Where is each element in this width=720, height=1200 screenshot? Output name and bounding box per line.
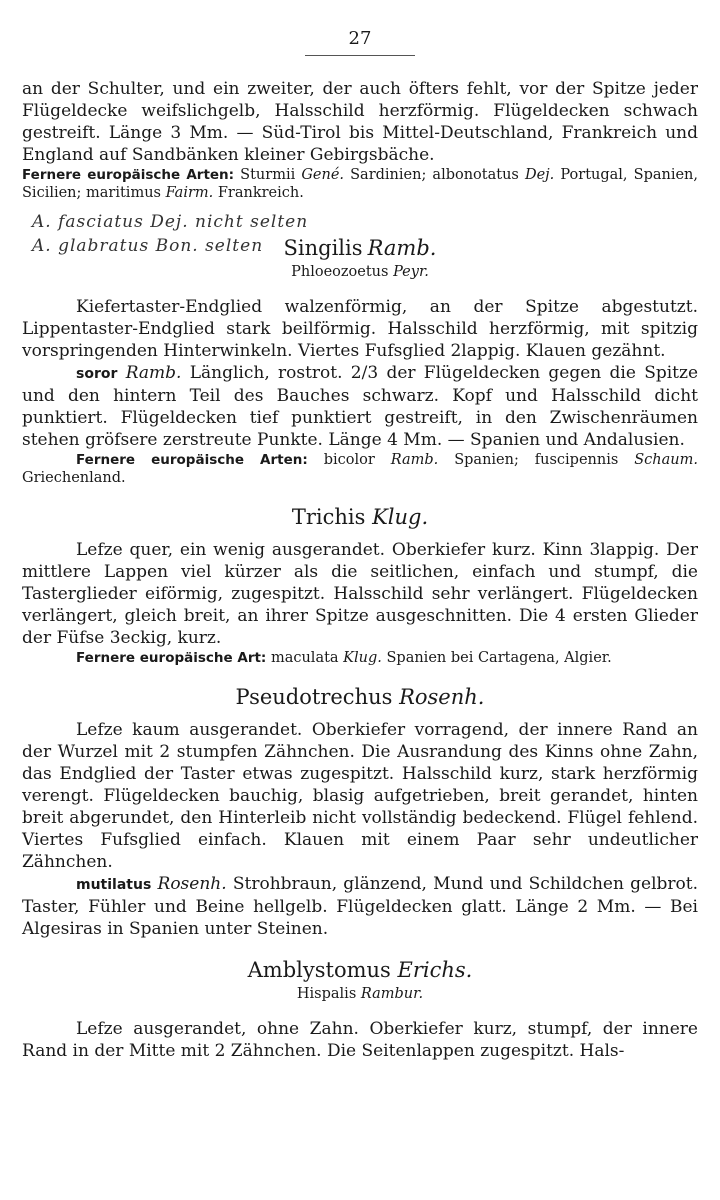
species-name: mutilatus: [76, 877, 152, 893]
species-description: Länglich, rostrot. 2/3 der Flügeldecken gegen die Spitze und den hintern Teil des Bauches schwarz. Kopf und Halsschild dicht punktiert. Flügeldecken tief punktiert gestreift, in den Zwischenräumen stehen gröfsere zerstreute Punkte. Länge 4 Mm. — Spanien und Andalusien.: [22, 363, 699, 450]
note-author: Schaum.: [634, 452, 698, 468]
genus-description: Kiefertaster-Endglied walzenförmig, an der Spitze abgestutzt. Lippentaster-Endglied stark beilförmig. Halsschild herzförmig, mit spitzig vorspringenden Hinterwinkeln. Viertes Fufsglied 2lappig. Klauen gezähnt.: [22, 297, 698, 361]
note-text: maculata: [270, 650, 339, 666]
note-text: Spanien; fuscipennis: [454, 452, 619, 468]
species-description: Strohbraun, glänzend, Mund und Schildchen gelbrot. Taster, Fühler und Beine hellgelb. Flügeldecken glatt. Länge 2 Mm. — Bei Algesiras in Spanien unter Steinen.: [22, 874, 698, 939]
genus-heading-amblystomus: [22, 958, 698, 982]
note-author: Gené.: [301, 167, 345, 183]
note-author: Klug.: [343, 650, 382, 666]
genus-author: Rosenh.: [399, 685, 485, 709]
note-author: Dej.: [524, 167, 555, 183]
genus-heading-pseudotrechus: [22, 685, 698, 709]
further-species-label: Fernere europäische Art:: [76, 650, 267, 666]
genus-name: Singilis: [283, 236, 363, 260]
note-text: Spanien bei Cartagena, Algier.: [386, 650, 612, 666]
further-species-label: Fernere europäische Arten:: [76, 452, 308, 468]
handwritten-line: A. glabratus Bon. selten: [32, 236, 264, 256]
note-text: Sturmii: [240, 167, 296, 183]
genus-name: Trichis: [291, 505, 366, 529]
note-text: Griechenland.: [22, 470, 126, 486]
species-entry: [22, 873, 698, 940]
genus-description: Lefze ausgerandet, ohne Zahn. Oberkiefer kurz, stumpf, der innere Rand in der Mitte mit 2 Zähnchen. Die Seitenlappen zugespitzt. Hals-: [22, 1019, 698, 1061]
note-text: bicolor: [323, 452, 375, 468]
note-text: Portugal, Spanien, Sicilien; maritimus: [22, 167, 699, 201]
genus-name: Amblystomus: [247, 958, 391, 982]
note-author: Ramb.: [390, 452, 439, 468]
species-entry: [22, 362, 698, 451]
subgenus-name: Phloeozoetus: [291, 264, 389, 280]
note-author: Fairm.: [165, 185, 214, 201]
handwritten-line: A. fasciatus Dej. nicht selten: [32, 212, 309, 232]
further-species-label: Fernere europäische Arten:: [22, 167, 235, 183]
note-text: Frankreich.: [217, 185, 304, 201]
further-species-note: [22, 451, 698, 487]
genus-author: Ramb.: [367, 236, 437, 260]
genus-author: Erichs.: [397, 958, 473, 982]
genus-description: Lefze quer, ein wenig ausgerandet. Oberkiefer kurz. Kinn 3lappig. Der mittlere Lappen viel kürzer als die seitlichen, einfach und stumpf, die Tasterglieder eiförmig, zugespitzt. Halsschild sehr verlängert. Flügeldecken verlängert, gleich breit, an ihrer Spitze ausgeschnitten. Die 4 ersten Glieder der Füfse 3eckig, kurz.: [22, 540, 698, 648]
subgenus-name: Hispalis: [296, 986, 357, 1002]
further-species-note: [22, 649, 698, 667]
genus-heading-trichis: [22, 505, 698, 529]
further-species-note: [22, 166, 698, 202]
continued-paragraph: an der Schulter, und ein zweiter, der auch öfters fehlt, vor der Spitze jeder Flügeldecke weifslichgelb, Halsschild herzförmig. Flügeldecken schwach gestreift. Länge 3 Mm. — Süd-Tirol bis Mittel-Deutschland, Frankreich und England auf Sandbänken kleiner Gebirgsbäche.: [22, 79, 698, 165]
page: [22, 28, 698, 1062]
species-name: soror: [76, 366, 118, 382]
page-number: 27: [22, 28, 698, 56]
subgenus-heading: [22, 264, 698, 280]
genus-author: Klug.: [372, 505, 429, 529]
subgenus-author: Peyr.: [393, 264, 429, 280]
genus-name: Pseudotrechus: [235, 685, 393, 709]
note-text: Sardinien; albonotatus: [350, 167, 519, 183]
species-author: Ramb.: [125, 363, 182, 383]
subgenus-author: Rambur.: [360, 986, 424, 1002]
subgenus-heading: [22, 986, 698, 1002]
species-author: Rosenh.: [157, 874, 227, 894]
genus-description: Lefze kaum ausgerandet. Oberkiefer vorragend, der innere Rand an der Wurzel mit 2 stumpfen Zähnchen. Die Ausrandung des Kinns ohne Zahn, das Endglied der Taster etwas zugespitzt. Halsschild kurz, stark herzförmig verengt. Flügeldecken bauchig, blasig aufgetrieben, breit gerandet, hinten breit abgerundet, den Hinterleib nicht vollständig bedeckend. Flügel fehlend. Viertes Fufsglied einfach. Klauen mit einem Paar sehr undeutlicher Zähnchen.: [22, 720, 698, 872]
